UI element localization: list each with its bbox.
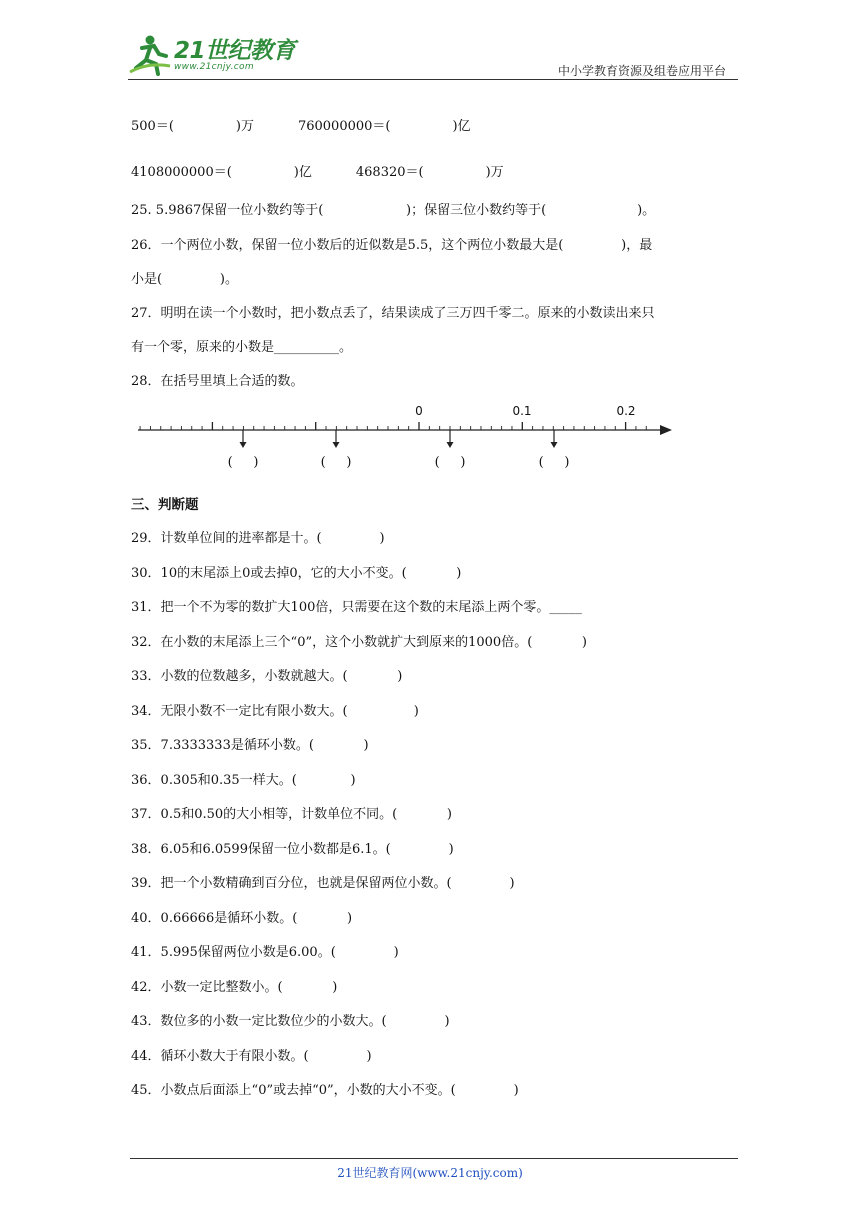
unit-wan: )万 [235,119,254,134]
judgement-item: 31．把一个不为零的数扩大100倍，只需要在这个数的末尾添上两个零。_____ [131,600,582,615]
judgement-item: 32．在小数的末尾添上三个“0”，这个小数就扩大到原来的1000倍。( ) [131,634,587,650]
conversion-row-1 [131,118,471,136]
question-25: 25. 5.9867保留一位小数约等于( )；保留三位小数约等于( )。 [131,203,656,218]
unit-wan: )万 [485,165,504,180]
judgement-item: 45．小数点后面添上“0”或去掉“0”，小数的大小不变。( ) [131,1083,519,1098]
site-logo [128,32,298,76]
number-line-figure [136,400,676,478]
question-27-line-2: 有一个零，原来的小数是__________。 [131,340,353,355]
header-divider [128,79,738,80]
question-26-line-2: 小是( )。 [131,272,238,287]
unit-yi: )亿 [452,119,471,134]
arrow-down-icon [333,442,340,448]
judgement-item: 40．0.66666是循环小数。( ) [131,910,353,926]
judgement-item: 37．0.5和0.50的大小相等，计数单位不同。( ) [131,807,452,822]
conversion-4108000000: 4108000000＝( [131,165,232,180]
question-27-line-1: 27．明明在读一个小数时，把小数点丢了，结果读成了三万四千零二。原来的小数读出来只 [131,306,655,321]
bracket-1: ( ) [227,455,259,470]
bracket-4: ( ) [538,455,570,470]
bracket-2: ( ) [320,455,352,470]
section-title-judgement: 三、判断题 [131,497,199,513]
number-line-ticks [140,422,646,430]
conversion-row-2 [131,164,504,182]
judgement-item: 39．把一个小数精确到百分位，也就是保留两位小数。( ) [131,876,515,891]
site-tagline: 中小学教育资源及组卷应用平台 [557,64,726,78]
judgement-item: 34．无限小数不一定比有限小数大。( ) [131,703,419,719]
runner-icon [128,32,172,76]
label-0: 0 [415,404,423,418]
judgement-item: 30．10的末尾添上0或去掉0，它的大小不变。( ) [131,565,462,581]
unit-yi: )亿 [293,165,312,180]
page-header [128,28,738,80]
question-28: 28．在括号里填上合适的数。 [131,374,304,389]
number-line-markers [240,430,558,448]
judgement-item: 36．0.305和0.35一样大。( ) [131,772,356,788]
number-line-svg [136,400,676,474]
judgement-item: 38．6.05和6.0599保留一位小数都是6.1。( ) [131,841,454,857]
judgement-item: 33．小数的位数越多，小数就越大。( ) [131,669,403,684]
logo-main-text: 21世纪教育 [174,38,296,64]
conversion-500: 500＝( [131,119,174,134]
question-26-line-1: 26．一个两位小数，保留一位小数后的近似数是5.5，这个两位小数最大是( )，最 [131,238,653,253]
arrow-down-icon [240,442,247,448]
footer-divider [130,1158,738,1159]
judgement-item: 35．7.3333333是循环小数。( ) [131,738,369,753]
number-line-arrow-icon [660,425,672,435]
footer-site: 21世纪教育网(www.21cnjy.com) [337,1166,523,1180]
judgement-item: 42．小数一定比整数小。( ) [131,979,338,995]
logo-sub-text: www.21cnjy.com [174,62,254,72]
judgement-item: 41．5.995保留两位小数是6.00。( ) [131,945,399,960]
arrow-down-icon [447,442,454,448]
label-0-2: 0.2 [616,404,636,418]
bracket-3: ( ) [434,455,466,470]
conversion-760000000: 760000000＝( [297,119,391,134]
conversion-468320: 468320＝( [355,165,424,180]
judgement-item: 43．数位多的小数一定比数位少的小数大。( ) [131,1014,450,1029]
label-0-1: 0.1 [512,404,532,418]
arrow-down-icon [551,442,558,448]
judgement-item: 29．计数单位间的进率都是十。( ) [131,531,385,546]
judgement-item: 44．循环小数大于有限小数。( ) [131,1048,372,1064]
